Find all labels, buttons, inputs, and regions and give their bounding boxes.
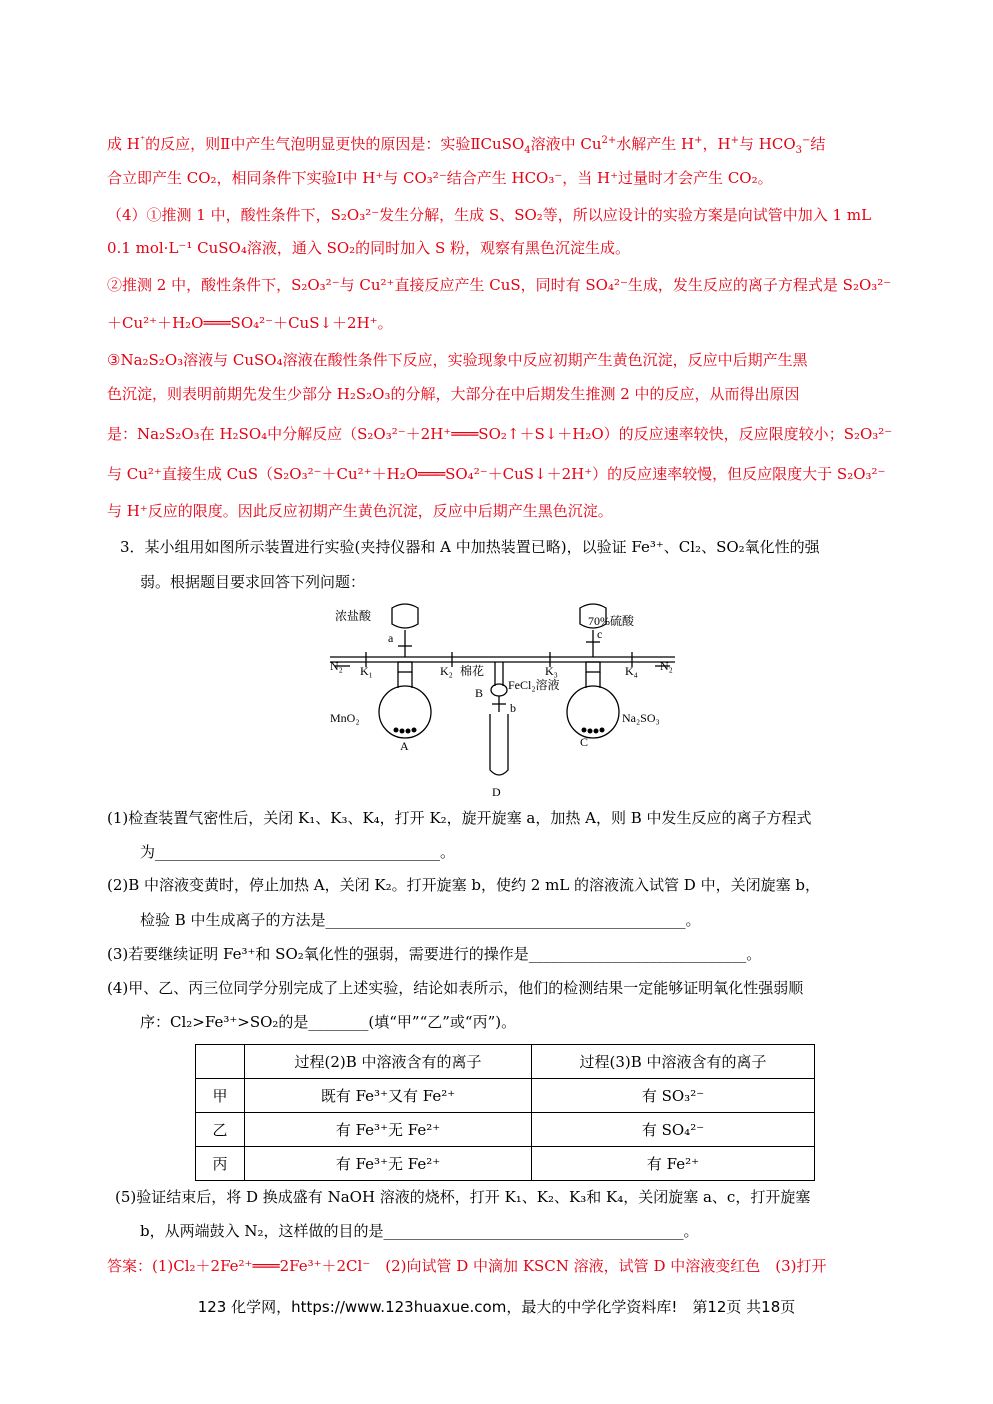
label-valve-c: c [597, 627, 603, 641]
q3-stem-line-2: 弱。根据题目要求回答下列问题： [140, 573, 366, 591]
label-D: D [492, 785, 501, 799]
page-footer: 123 化学网，https://www.123huaxue.com，最大的中学化学资料库! 第12页 共18页 [197, 1298, 796, 1316]
label-valve-a: a [388, 631, 394, 645]
table-cell: 丙 [196, 1147, 245, 1181]
answer-line-4: 0.1 mol·L⁻¹ CuSO₄溶液，通入 SO₂的同时加入 S 粉，观察有黑色沉淀生成。 [107, 239, 630, 257]
label-k1: K₁ [360, 664, 373, 678]
q3-3-line: (3)若要继续证明 Fe³⁺和 SO₂氧化性的强弱，需要进行的操作是_____________________________。 [107, 945, 762, 963]
label-valve-b: b [510, 701, 516, 715]
table-cell: 有 SO₃²⁻ [532, 1079, 815, 1113]
answer-line-5: ②推测 2 中，酸性条件下，S₂O₃²⁻与 Cu²⁺直接反应产生 CuS，同时有 SO₄²⁻生成，发生反应的离子方程式是 S₂O₃²⁻ [107, 276, 892, 294]
label-fecl2: FeCl₂溶液 [508, 678, 560, 692]
label-n2-right: N₂ [660, 659, 673, 673]
label-n2-left: N₂ [330, 659, 343, 673]
q3-1-line-2: 为______________________________________。 [140, 843, 456, 861]
q3-5-line-1: (5)验证结束后，将 D 换成盛有 NaOH 溶液的烧杯，打开 K₁、K₂、K₃和 K₄，关闭旋塞 a、c，打开旋塞 [115, 1188, 811, 1206]
answer-line-9: 是：Na₂S₂O₃在 H₂SO₄中分解反应（S₂O₃²⁻＋2H⁺═══SO₂↑＋S↓＋H₂O）的反应速率较快，反应限度较小；S₂O₃²⁻ [107, 425, 893, 443]
label-A: A [400, 739, 409, 753]
label-mno2: MnO₂ [330, 711, 360, 725]
label-k2: K₂ [440, 664, 453, 678]
results-table [195, 1044, 815, 1181]
table-cell: 乙 [196, 1113, 245, 1147]
table-row [196, 1147, 815, 1181]
table-row [196, 1113, 815, 1147]
answer-line-3: （4）①推测 1 中，酸性条件下，S₂O₃²⁻发生分解，生成 S、SO₂等，所以应设计的实验方案是向试管中加入 1 mL [107, 206, 872, 224]
q3-5-line-2: b，从两端鼓入 N₂，这样做的目的是________________________________________。 [140, 1222, 699, 1240]
answer-line-8: 色沉淀，则表明前期先发生少部分 H₂S₂O₃的分解，大部分在中后期发生推测 2 中的反应，从而得出原因 [107, 385, 800, 403]
q3-4-line-1: (4)甲、乙、丙三位同学分别完成了上述实验，结论如表所示，他们的检测结果一定能够证明氧化性强弱顺 [107, 979, 804, 997]
table-header-cell: 过程(3)B 中溶液含有的离子 [532, 1045, 815, 1079]
answer-line-6: ＋Cu²⁺＋H₂O═══SO₄²⁻＋CuS↓＋2H⁺。 [107, 314, 393, 332]
table-cell: 既有 Fe³⁺又有 Fe²⁺ [245, 1079, 532, 1113]
answer-line-7: ③Na₂S₂O₃溶液与 CuSO₄溶液在酸性条件下反应，实验现象中反应初期产生黄色沉淀，反应中后期产生黑 [107, 351, 808, 369]
label-right-acid: 70%硫酸 [588, 614, 634, 628]
table-cell [196, 1045, 245, 1079]
table-cell: 甲 [196, 1079, 245, 1113]
q3-stem-line-1: 3．某小组用如图所示装置进行实验(夹持仪器和 A 中加热装置已略)，以验证 Fe³⁺、Cl₂、SO₂氧化性的强 [120, 538, 820, 556]
answer-line-11: 与 H⁺反应的限度。因此反应初期产生黄色沉淀，反应中后期产生黑色沉淀。 [107, 502, 613, 520]
answer-line-2: 合立即产生 CO₂，相同条件下实验Ⅰ中 H⁺与 CO₃²⁻结合产生 HCO₃⁻，当 H⁺过量时才会产生 CO₂。 [107, 169, 773, 187]
label-na2so3: Na₂SO₃ [622, 711, 660, 725]
table-header-row [196, 1045, 815, 1079]
apparatus-diagram [330, 600, 675, 800]
q3-2-line-2: 检验 B 中生成离子的方法是________________________________________________。 [140, 911, 701, 929]
answer-line-q3: 答案：(1)Cl₂＋2Fe²⁺═══2Fe³⁺＋2Cl⁻ (2)向试管 D 中滴加 KSCN 溶液，试管 D 中溶液变红色 (3)打开 [107, 1257, 827, 1275]
answer-line-10: 与 Cu²⁺直接生成 CuS（S₂O₃²⁻＋Cu²⁺＋H₂O═══SO₄²⁻＋CuS↓＋2H⁺）的反应速率较慢，但反应限度大于 S₂O₃²⁻ [107, 465, 886, 483]
q3-1-line-1: (1)检查装置气密性后，关闭 K₁、K₃、K₄，打开 K₂，旋开旋塞 a，加热 A，则 B 中发生反应的离子方程式 [107, 809, 812, 827]
q3-2-line-1: (2)B 中溶液变黄时，停止加热 A，关闭 K₂。打开旋塞 b，使约 2 mL 的溶液流入试管 D 中，关闭旋塞 b， [107, 876, 820, 894]
table-cell: 有 Fe³⁺无 Fe²⁺ [245, 1147, 532, 1181]
table-header-cell: 过程(2)B 中溶液含有的离子 [245, 1045, 532, 1079]
label-B: B [475, 686, 484, 700]
label-k4: K₄ [625, 664, 638, 678]
table-cell: 有 Fe³⁺无 Fe²⁺ [245, 1113, 532, 1147]
label-cotton: 棉花 [460, 664, 485, 678]
table-row [196, 1079, 815, 1113]
table-cell: 有 Fe²⁺ [532, 1147, 815, 1181]
q3-4-line-2: 序：Cl₂>Fe³⁺>SO₂的是________(填“甲”“乙”或“丙”)。 [140, 1013, 517, 1031]
table-cell: 有 SO₄²⁻ [532, 1113, 815, 1147]
answer-line-1: 成 H⁺的反应，则Ⅱ中产生气泡明显更快的原因是：实验ⅡCuSO$_4$溶液中 $Cu^{2+}$水解产生 H+，H+与 $HCO_3^-$结 [107, 135, 826, 156]
label-left-acid: 浓盐酸 [335, 609, 372, 623]
label-C: C [580, 735, 589, 749]
label-k3: K₃ [545, 664, 558, 678]
